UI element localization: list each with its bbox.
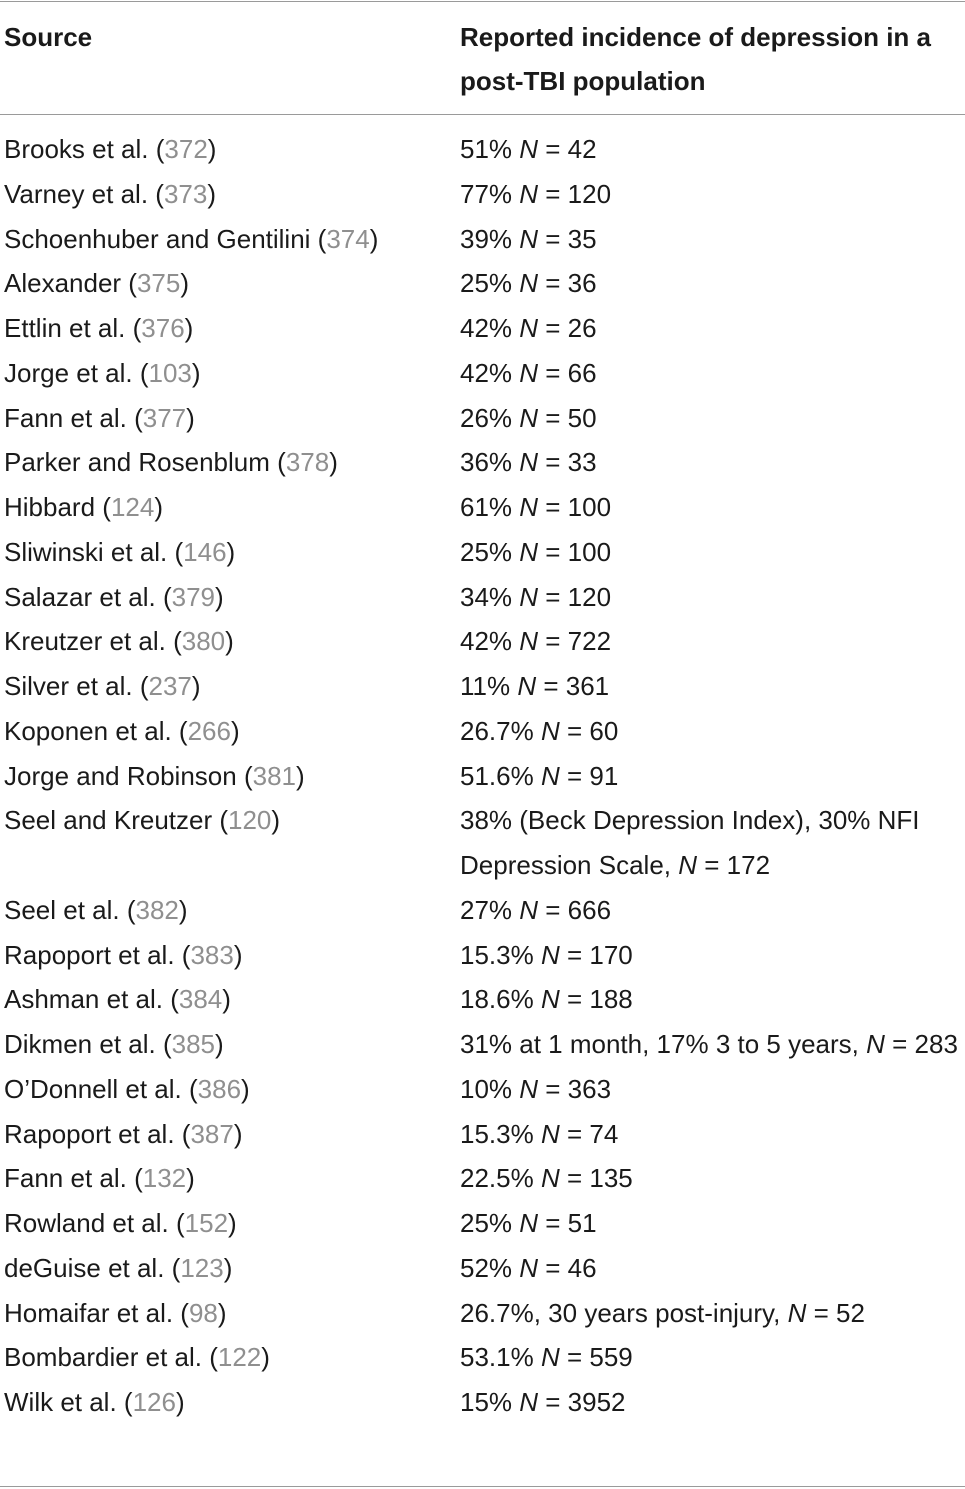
sample-size-label: N — [519, 223, 539, 254]
sample-size-value: = 91 — [559, 760, 619, 791]
table-row — [0, 530, 965, 575]
source-close-paren: ) — [207, 178, 216, 209]
table-row — [0, 440, 965, 485]
incidence-cell — [460, 1112, 960, 1157]
source-close-paren: ) — [261, 1342, 270, 1373]
incidence-value: 27% — [460, 894, 520, 925]
source-author: Kreutzer et al. ( — [4, 626, 182, 657]
incidence-cell — [460, 530, 960, 575]
incidence-value: 26.7% — [460, 715, 541, 746]
sample-size-label: N — [519, 134, 539, 164]
source-cell — [4, 217, 378, 262]
reference-link[interactable]: 379 — [171, 581, 216, 612]
source-close-paren: ) — [233, 939, 243, 970]
incidence-cell — [460, 306, 960, 351]
source-cell — [4, 1335, 270, 1380]
incidence-cell — [460, 217, 960, 262]
table-row — [0, 1156, 965, 1201]
source-cell — [4, 619, 234, 664]
table-row — [0, 306, 965, 351]
source-close-paren: ) — [191, 357, 201, 388]
table-row — [0, 172, 965, 217]
incidence-value: 15.3% — [460, 939, 541, 970]
table-row — [0, 933, 965, 978]
sample-size-value: = 26 — [538, 313, 597, 343]
table-row — [0, 888, 965, 933]
reference-link[interactable]: 377 — [142, 402, 187, 433]
source-cell — [4, 1022, 224, 1067]
source-author: O’Donnell et al. ( — [4, 1073, 198, 1104]
sample-size-label: N — [517, 671, 537, 701]
source-close-paren: ) — [217, 1297, 227, 1328]
sample-size-value: = 46 — [538, 1252, 597, 1283]
source-author: Jorge and Robinson ( — [4, 760, 253, 791]
reference-link[interactable]: 146 — [183, 536, 227, 567]
incidence-cell — [460, 1246, 960, 1291]
source-close-paren: ) — [175, 1387, 185, 1417]
incidence-value: 15.3% — [460, 1118, 541, 1149]
incidence-cell — [460, 1156, 960, 1201]
source-close-paren: ) — [215, 1029, 224, 1059]
incidence-value: 25% — [460, 1208, 520, 1238]
sample-size-value: = 120 — [538, 581, 612, 612]
reference-link[interactable]: 380 — [181, 626, 226, 657]
source-author: Brooks et al. ( — [4, 134, 165, 164]
source-cell — [4, 351, 201, 396]
source-author: Seel and Kreutzer ( — [4, 805, 229, 836]
table-bottom-rule — [0, 1486, 965, 1487]
incidence-cell — [460, 888, 960, 933]
source-author: Homaifar et al. ( — [4, 1297, 189, 1328]
incidence-cell — [460, 127, 960, 172]
header-divider-rule — [0, 114, 965, 115]
column-header-incidence: Reported incidence of depression in a post-TBI population — [460, 22, 931, 96]
sample-size-value: = 35 — [538, 223, 597, 254]
incidence-cell — [460, 440, 960, 485]
sample-size-value: = 120 — [538, 178, 612, 209]
incidence-value: 26.7%, 30 years post-injury, — [460, 1297, 788, 1328]
incidence-cell — [460, 977, 960, 1022]
source-author: Jorge et al. ( — [4, 357, 149, 388]
source-close-paren: ) — [180, 268, 190, 299]
reference-link[interactable]: 375 — [136, 268, 181, 299]
source-author: Koponen et al. ( — [4, 715, 188, 746]
reference-link[interactable]: 98 — [188, 1297, 218, 1328]
sample-size-label: N — [519, 894, 539, 925]
reference-link[interactable]: 387 — [190, 1118, 234, 1149]
table-row — [0, 396, 965, 441]
incidence-cell — [460, 619, 960, 664]
reference-link[interactable]: 132 — [142, 1163, 187, 1194]
table-row — [0, 261, 965, 306]
source-close-paren: ) — [178, 894, 188, 925]
reference-link[interactable]: 152 — [184, 1208, 229, 1238]
source-cell — [4, 933, 243, 978]
source-author: Sliwinski et al. ( — [4, 536, 184, 567]
source-author: Schoenhuber and Gentilini ( — [4, 223, 327, 254]
source-cell — [4, 396, 195, 441]
source-cell — [4, 664, 201, 709]
incidence-value: 36% — [460, 447, 520, 478]
table-row — [0, 217, 965, 262]
incidence-value: 22.5% — [460, 1163, 541, 1194]
source-close-paren: ) — [241, 1073, 250, 1104]
incidence-cell — [460, 1291, 960, 1336]
source-close-paren: ) — [233, 1118, 243, 1149]
source-cell — [4, 1291, 227, 1336]
source-close-paren: ) — [154, 492, 163, 522]
source-cell — [4, 798, 280, 843]
sample-size-value: = 66 — [538, 357, 597, 388]
source-close-paren: ) — [186, 1163, 195, 1194]
sample-size-value: = 172 — [697, 850, 771, 880]
table-row — [0, 1335, 965, 1380]
sample-size-value: = 33 — [538, 447, 597, 478]
source-cell — [4, 261, 189, 306]
incidence-cell — [460, 351, 960, 396]
sample-size-label: N — [519, 492, 539, 522]
sample-size-label: N — [540, 1118, 560, 1149]
sample-size-label: N — [540, 760, 560, 791]
table-row — [0, 709, 965, 754]
incidence-cell — [460, 261, 960, 306]
table-row — [0, 1067, 965, 1112]
reference-link[interactable]: 126 — [132, 1387, 176, 1417]
source-close-paren: ) — [230, 715, 240, 746]
source-author: Seel et al. ( — [4, 894, 136, 925]
source-close-paren: ) — [296, 760, 305, 791]
source-author: Rowland et al. ( — [4, 1208, 185, 1238]
source-close-paren: ) — [186, 402, 195, 433]
table-row — [0, 664, 965, 709]
incidence-value: 25% — [460, 268, 520, 299]
source-close-paren: ) — [271, 805, 281, 836]
source-author: Alexander ( — [4, 268, 137, 299]
incidence-value: 25% — [460, 536, 520, 567]
source-author: Dikmen et al. ( — [4, 1029, 172, 1059]
sample-size-label: N — [519, 536, 539, 567]
reference-link[interactable]: 385 — [171, 1029, 215, 1059]
incidence-value: 53.1% — [460, 1342, 541, 1373]
sample-size-label: N — [540, 715, 560, 746]
incidence-value: 26% — [460, 402, 520, 433]
incidence-value: 38% (Beck Depression Index), 30% NFI Depression Scale, — [460, 805, 920, 880]
source-cell — [4, 1201, 237, 1246]
sample-size-label: N — [519, 402, 539, 433]
reference-link[interactable]: 374 — [326, 223, 370, 254]
column-header-source: Source — [4, 22, 93, 52]
table-row — [0, 485, 965, 530]
table-body — [0, 127, 965, 1425]
source-cell — [4, 127, 216, 172]
sample-size-value: = 36 — [538, 268, 597, 299]
sample-size-label: N — [519, 447, 539, 478]
source-cell — [4, 754, 305, 799]
table-row — [0, 1380, 965, 1425]
sample-size-value: = 100 — [538, 492, 612, 522]
sample-size-label: N — [519, 178, 539, 209]
incidence-cell — [460, 709, 960, 754]
source-author: Hibbard ( — [4, 492, 111, 522]
sample-size-value: = 50 — [538, 402, 597, 433]
source-author: Bombardier et al. ( — [4, 1342, 218, 1373]
source-cell — [4, 1380, 185, 1425]
reference-link[interactable]: 381 — [252, 760, 296, 791]
incidence-cell — [460, 172, 960, 217]
source-author: deGuise et al. ( — [4, 1252, 181, 1283]
source-cell — [4, 575, 224, 620]
incidence-value: 52% — [460, 1252, 520, 1283]
reference-link[interactable]: 384 — [178, 984, 223, 1015]
table-row — [0, 127, 965, 172]
source-cell — [4, 306, 193, 351]
reference-link[interactable]: 372 — [164, 134, 208, 164]
sample-size-label: N — [519, 626, 539, 657]
reference-link[interactable]: 266 — [187, 715, 231, 746]
source-author: Ettlin et al. ( — [4, 313, 142, 343]
sample-size-label: N — [519, 357, 539, 388]
sample-size-label: N — [866, 1029, 885, 1059]
sample-size-label: N — [678, 850, 698, 880]
source-author: Silver et al. ( — [4, 671, 149, 701]
table-row — [0, 575, 965, 620]
table-top-rule — [0, 1, 965, 2]
table-row — [0, 1022, 965, 1067]
sample-size-value: = 52 — [806, 1297, 865, 1328]
incidence-value: 11% — [460, 671, 518, 701]
sample-size-label: N — [540, 984, 560, 1015]
incidence-value: 51.6% — [460, 760, 541, 791]
table-row — [0, 754, 965, 799]
source-cell — [4, 888, 188, 933]
sample-size-label: N — [519, 1208, 539, 1238]
source-close-paren: ) — [369, 223, 379, 254]
source-author: Fann et al. ( — [4, 402, 143, 433]
reference-link[interactable]: 120 — [228, 805, 272, 836]
sample-size-value: = 666 — [538, 894, 612, 925]
reference-link[interactable]: 237 — [148, 671, 192, 701]
source-close-paren: ) — [225, 626, 234, 657]
table-row — [0, 1246, 965, 1291]
incidence-cell — [460, 396, 960, 441]
sample-size-label: N — [519, 581, 539, 612]
table-row — [0, 977, 965, 1022]
source-author: Rapoport et al. ( — [4, 939, 191, 970]
reference-link[interactable]: 123 — [180, 1252, 224, 1283]
incidence-cell — [460, 485, 960, 530]
reference-link[interactable]: 373 — [163, 178, 208, 209]
incidence-cell — [460, 754, 960, 799]
source-cell — [4, 530, 235, 575]
source-author: Fann et al. ( — [4, 1163, 143, 1194]
source-close-paren: ) — [191, 671, 201, 701]
table-row — [0, 1112, 965, 1157]
sample-size-value: = 60 — [559, 715, 619, 746]
sample-size-value: = 188 — [559, 984, 633, 1015]
sample-size-value: = 361 — [536, 671, 610, 701]
source-cell — [4, 485, 163, 530]
sample-size-label: N — [519, 1387, 539, 1417]
source-close-paren: ) — [184, 313, 194, 343]
source-author: Varney et al. ( — [4, 178, 164, 209]
reference-link[interactable]: 383 — [190, 939, 234, 970]
incidence-value: 34% — [460, 581, 520, 612]
sample-size-value: = 74 — [559, 1118, 619, 1149]
incidence-cell — [460, 1022, 960, 1067]
incidence-value: 15% — [460, 1387, 520, 1417]
incidence-value: 51% — [460, 134, 520, 164]
reference-link[interactable]: 386 — [197, 1073, 242, 1104]
table-row — [0, 1201, 965, 1246]
incidence-value: 18.6% — [460, 984, 541, 1015]
source-author: Rapoport et al. ( — [4, 1118, 191, 1149]
source-author: Salazar et al. ( — [4, 581, 172, 612]
incidence-value: 10% — [460, 1073, 520, 1104]
incidence-value: 42% — [460, 626, 520, 657]
sample-size-value: = 3952 — [538, 1387, 626, 1417]
sample-size-value: = 51 — [538, 1208, 597, 1238]
sample-size-value: = 135 — [559, 1163, 633, 1194]
source-close-paren: ) — [215, 581, 224, 612]
source-close-paren: ) — [223, 1252, 233, 1283]
sample-size-label: N — [519, 1252, 539, 1283]
sample-size-value: = 100 — [538, 536, 612, 567]
table-row — [0, 798, 965, 888]
sample-size-label: N — [540, 1163, 560, 1194]
incidence-cell — [460, 575, 960, 620]
reference-link[interactable]: 378 — [285, 447, 330, 478]
source-close-paren: ) — [329, 447, 338, 478]
reference-link[interactable]: 376 — [141, 313, 185, 343]
sample-size-label: N — [540, 939, 560, 970]
source-cell — [4, 440, 338, 485]
reference-link[interactable]: 103 — [148, 357, 192, 388]
reference-link[interactable]: 382 — [135, 894, 179, 925]
incidence-cell — [460, 1335, 960, 1380]
incidence-value: 31% at 1 month, 17% 3 to 5 years, — [460, 1029, 867, 1059]
source-author: Wilk et al. ( — [4, 1387, 133, 1417]
sample-size-value: = 722 — [538, 626, 612, 657]
source-cell — [4, 709, 240, 754]
incidence-value: 61% — [460, 492, 520, 522]
incidence-cell — [460, 664, 960, 709]
source-cell — [4, 1156, 195, 1201]
sample-size-label: N — [519, 268, 539, 299]
reference-link[interactable]: 124 — [110, 492, 155, 522]
sample-size-label: N — [540, 1342, 560, 1373]
table-row — [0, 1291, 965, 1336]
incidence-cell — [460, 798, 960, 888]
reference-link[interactable]: 122 — [217, 1342, 262, 1373]
source-cell — [4, 172, 216, 217]
table-row — [0, 619, 965, 664]
incidence-cell — [460, 933, 960, 978]
incidence-value: 39% — [460, 223, 520, 254]
incidence-value: 77% — [460, 178, 520, 209]
source-close-paren: ) — [228, 1208, 237, 1238]
source-cell — [4, 1246, 232, 1291]
sample-size-value: = 559 — [559, 1342, 633, 1373]
source-cell — [4, 977, 231, 1022]
incidence-value: 42% — [460, 357, 520, 388]
source-close-paren: ) — [226, 536, 236, 567]
incidence-cell — [460, 1067, 960, 1112]
incidence-cell — [460, 1201, 960, 1246]
sample-size-label: N — [519, 1073, 539, 1104]
source-close-paren: ) — [207, 134, 217, 164]
incidence-value: 42% — [460, 313, 520, 343]
sample-size-label: N — [519, 313, 539, 343]
source-author: Parker and Rosenblum ( — [4, 447, 286, 478]
source-close-paren: ) — [222, 984, 231, 1015]
source-cell — [4, 1067, 250, 1112]
source-author: Ashman et al. ( — [4, 984, 179, 1015]
table-row — [0, 351, 965, 396]
sample-size-value: = 363 — [538, 1073, 612, 1104]
source-cell — [4, 1112, 243, 1157]
incidence-cell — [460, 1380, 960, 1425]
sample-size-value: = 42 — [538, 134, 597, 164]
sample-size-value: = 283 — [884, 1029, 958, 1059]
sample-size-value: = 170 — [559, 939, 633, 970]
sample-size-label: N — [787, 1297, 807, 1328]
